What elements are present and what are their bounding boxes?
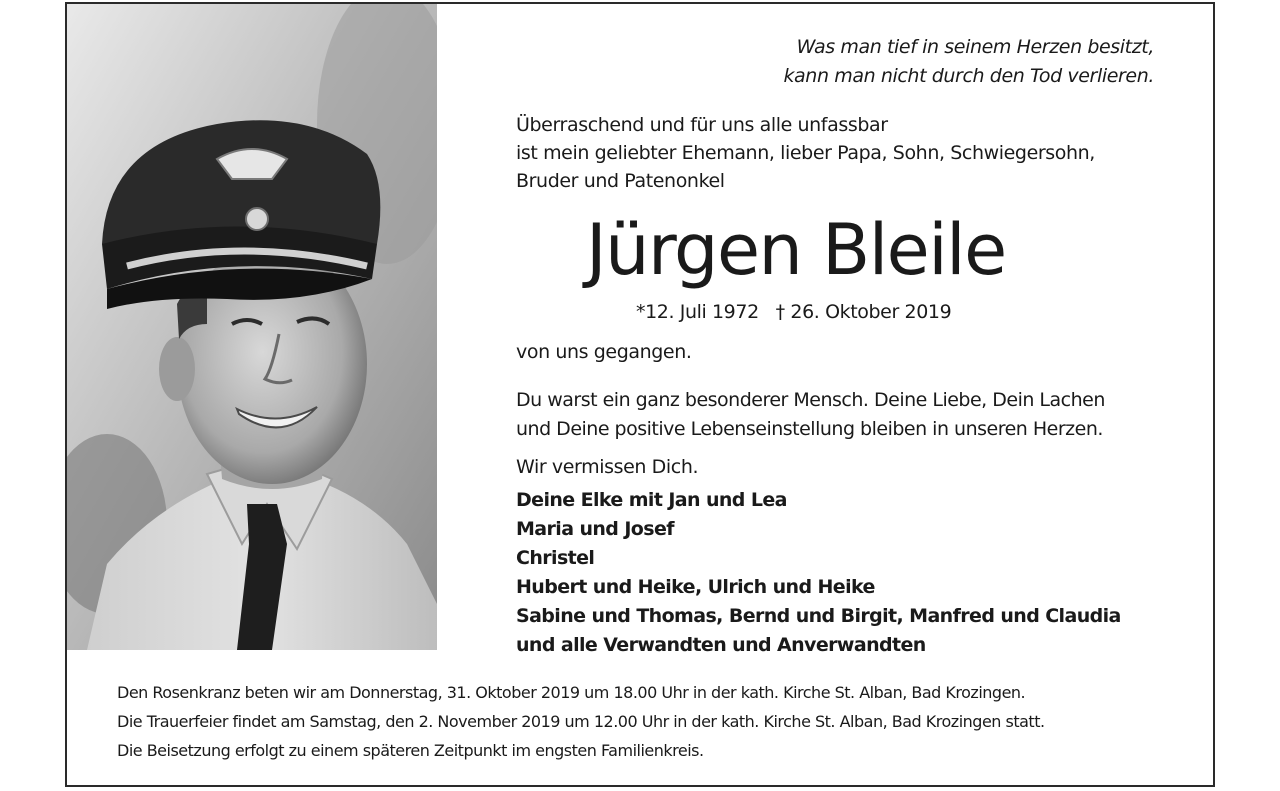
- life-dates: *12. Juli 1972 † 26. Oktober 2019: [636, 301, 952, 323]
- memorial-quote: Was man tief in seinem Herzen besitzt, kann man nicht durch den Tod verlieren.: [783, 36, 1154, 87]
- mourners-list: [516, 486, 1121, 660]
- mourner-line: und alle Verwandten und Anverwandten: [516, 634, 926, 656]
- portrait-illustration: [67, 4, 437, 650]
- rosary-info: Den Rosenkranz beten wir am Donnerstag, 31. Oktober 2019 um 18.00 Uhr in der kath. Kirche St. Alban, Bad Krozingen.: [117, 683, 1026, 702]
- service-info: [117, 678, 1045, 765]
- passed-away-text: von uns gegangen.: [516, 341, 692, 363]
- mourner-line: Deine Elke mit Jan und Lea: [516, 489, 787, 511]
- we-miss-you-text: Wir vermissen Dich.: [516, 456, 699, 478]
- deceased-name: Jürgen Bleile: [586, 209, 1006, 291]
- burial-info: Die Beisetzung erfolgt zu einem späteren Zeitpunkt im engsten Familienkreis.: [117, 741, 704, 760]
- portrait-photo: [67, 4, 437, 650]
- mourner-line: Hubert und Heike, Ulrich und Heike: [516, 576, 875, 598]
- mourner-line: Maria und Josef: [516, 518, 674, 540]
- funeral-info: Die Trauerfeier findet am Samstag, den 2. November 2019 um 12.00 Uhr in der kath. Kirche St. Alban, Bad Krozingen statt.: [117, 712, 1045, 731]
- intro-text: Überraschend und für uns alle unfassbar ist mein geliebter Ehemann, lieber Papa, Sohn, Schwiegersohn, Bruder und Patenonkel: [516, 114, 1095, 192]
- tribute-text: Du warst ein ganz besonderer Mensch. Deine Liebe, Dein Lachen und Deine positive Lebenseinstellung bleiben in unseren Herzen.: [516, 389, 1105, 440]
- mourner-line: Sabine und Thomas, Bernd und Birgit, Manfred und Claudia: [516, 605, 1121, 627]
- mourner-line: Christel: [516, 547, 595, 569]
